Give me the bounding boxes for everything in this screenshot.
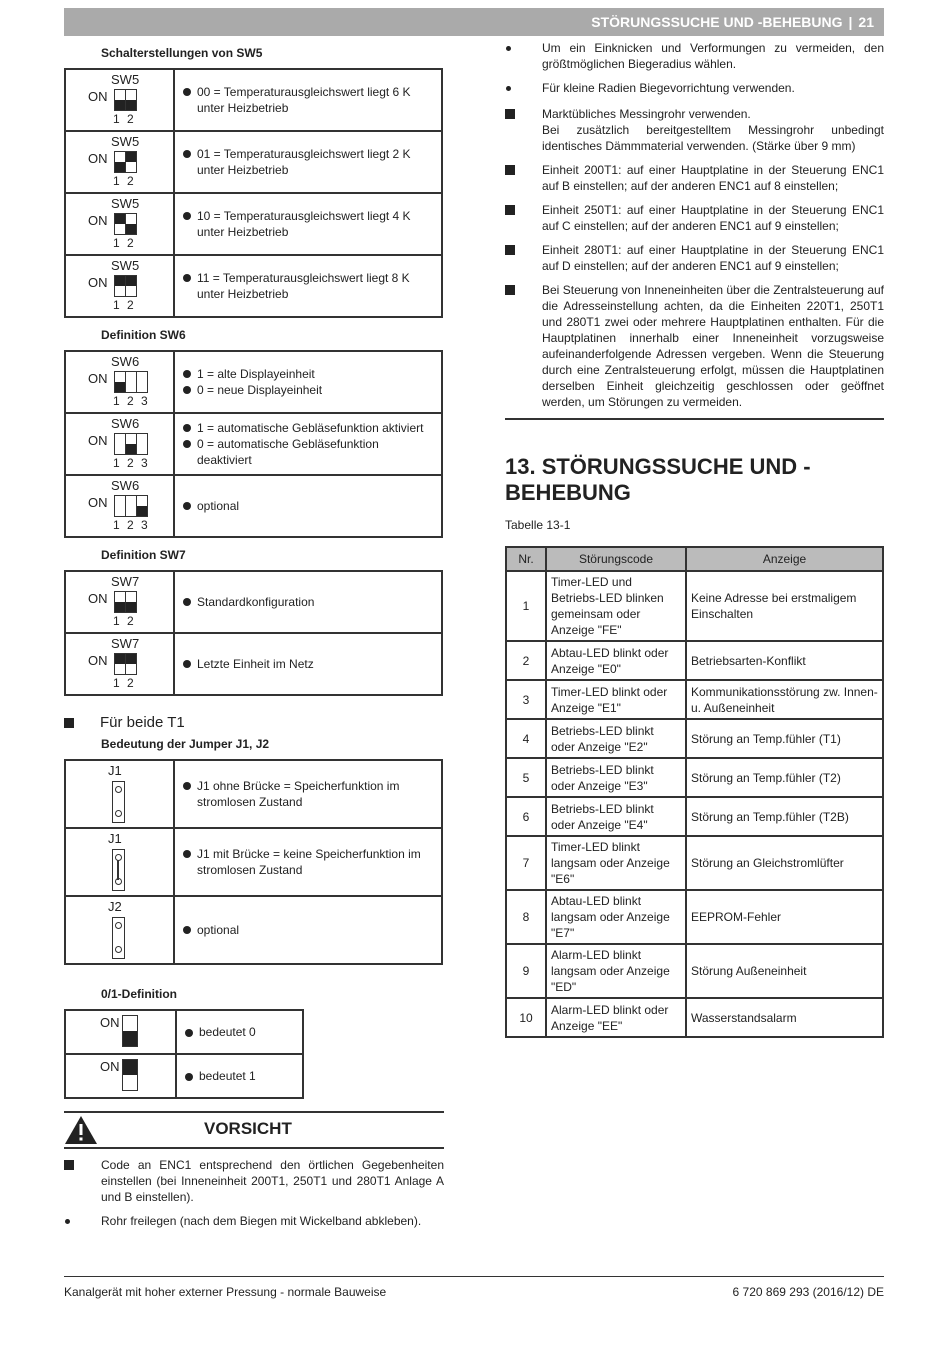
warning-icon (64, 1115, 98, 1145)
right-item: Bei Steuerung von Inneneinheiten über die Zentralsteuerung auf die Adresseinstellung achten, da die Einheiten 220T1, 250T1 und 280T1 zwei oder mehrere Hauptplatinen enthalten. Für die Hauptplatinen innerhalb einer Inneneinheit vorzugsweise aufeinanderfolgende Adressen vergeben. Wenn die Steuerung durch eine Zentralsteuerung erfolgt, müssen die Hauptplatinen derselben Einheit gleichzeitig geschlossen oder geöffnet werden, um Störungen zu vermeiden. (542, 283, 884, 409)
sw6-text: 1 = automatische Gebläsefunktion aktiviert (197, 421, 424, 435)
jumper-j2-icon: J2 (66, 897, 173, 963)
t1-item: Für beide T1 (64, 714, 444, 731)
def01-text: bedeutet 0 (199, 1025, 256, 1039)
cell-code: Betriebs-LED blinkt oder Anzeige "E2" (546, 719, 686, 758)
cell-disp: EEPROM-Fehler (686, 890, 883, 944)
sw7-switch-last: SW7 ON 1 2 (88, 636, 140, 690)
sw6-switch-1: SW6 ON 1 2 3 (88, 354, 150, 408)
table-row (506, 944, 883, 998)
cell-code: Betriebs-LED blinkt oder Anzeige "E3" (546, 758, 686, 797)
sw5-text: 01 = Temperaturausgleichswert liegt 2 K unter Heizbetrieb (197, 147, 411, 177)
sw5-switch-11: SW5 ON 1 2 (88, 258, 140, 312)
sw6-heading: Definition SW6 (101, 328, 186, 342)
cell-nr: 8 (506, 890, 546, 944)
table-row (506, 680, 883, 719)
right-item: Einheit 200T1: auf einer Hauptplatine in der Steuerung ENC1 auf B einstellen; auf der anderen ENC1 auf 8 einstellen; (542, 163, 884, 193)
cell-code: Timer-LED und Betriebs-LED blinken gemeinsam oder Anzeige "FE" (546, 571, 686, 641)
jumper-j1-bridged-icon: J1 (66, 829, 173, 895)
sw5-heading: Schalterstellungen von SW5 (101, 46, 263, 60)
cell-disp: Störung Außeneinheit (686, 944, 883, 998)
cell-code: Abtau-LED blinkt oder Anzeige "E0" (546, 641, 686, 680)
cell-disp: Störung an Temp.fühler (T2) (686, 758, 883, 797)
left-column (64, 40, 444, 1237)
jumper-j1-open-icon: J1 (66, 761, 173, 827)
switch-off-icon: ON (100, 1015, 120, 1030)
table-row (506, 641, 883, 680)
cell-code: Alarm-LED blinkt oder Anzeige "EE" (546, 998, 686, 1037)
warning-item: Code an ENC1 entsprechend den örtlichen Gegebenheiten einstellen (bei Inneneinheit 200T1, 250T1 und 280T1 Anlage A und B einstellen). (101, 1158, 444, 1204)
cell-nr: 1 (506, 571, 546, 641)
sw5-text: 11 = Temperaturausgleichswert liegt 8 K unter Heizbetrieb (197, 271, 410, 301)
cell-disp: Störung an Gleichstromlüfter (686, 836, 883, 890)
cell-nr: 5 (506, 758, 546, 797)
cell-nr: 4 (506, 719, 546, 758)
sw7-heading: Definition SW7 (101, 548, 186, 562)
footer-left: Kanalgerät mit hoher externer Pressung - normale Bauweise (64, 1285, 387, 1299)
right-item: Um ein Einknicken und Verformungen zu vermeiden, den größtmöglichen Biegeradius wählen. (542, 41, 884, 71)
cell-nr: 6 (506, 797, 546, 836)
sw5-text: 10 = Temperaturausgleichswert liegt 4 K unter Heizbetrieb (197, 209, 411, 239)
table-row (506, 719, 883, 758)
section-title: 13. STÖRUNGSSUCHE UND -BEHEBUNG (505, 454, 811, 505)
sw6-text: 0 = automatische Gebläsefunktion deaktiviert (197, 437, 379, 467)
sw6-text: 0 = neue Displayeinheit (197, 383, 323, 397)
jumper-text: J1 mit Brücke = keine Speicherfunktion im stromlosen Zustand (197, 847, 421, 877)
table-row (506, 797, 883, 836)
def01-table (64, 1009, 304, 1099)
page-header: STÖRUNGSSUCHE UND -BEHEBUNG | 21 (64, 8, 884, 36)
jumper-text: J1 ohne Brücke = Speicherfunktion im stromlosen Zustand (197, 779, 400, 809)
sw6-text: optional (197, 499, 240, 513)
sw6-switch-3: SW6 ON 1 2 3 (88, 478, 150, 532)
cell-code: Timer-LED blinkt langsam oder Anzeige "E6" (546, 836, 686, 890)
def01-heading: 0/1-Definition (101, 987, 178, 1001)
cell-disp: Störung an Temp.fühler (T2B) (686, 797, 883, 836)
table-row (506, 836, 883, 890)
cell-code: Betriebs-LED blinkt oder Anzeige "E4" (546, 797, 686, 836)
sw6-text: 1 = alte Displayeinheit (197, 367, 315, 381)
table-row (506, 998, 883, 1037)
cell-nr: 2 (506, 641, 546, 680)
jumper-text: optional (197, 923, 240, 937)
sw5-switch-10: SW5 ON 1 2 (88, 196, 140, 250)
footer-right: 6 720 869 293 (2016/12) DE (732, 1285, 884, 1299)
cell-disp: Kommunikationsstörung zw. Innen- u. Außeneinheit (686, 680, 883, 719)
switch-on-icon: ON (100, 1059, 120, 1074)
table-row (506, 758, 883, 797)
sw6-switch-2: SW6 ON 1 2 3 (88, 416, 150, 470)
page-number: 21 (858, 14, 874, 30)
def01-text: bedeutet 1 (199, 1069, 256, 1083)
header-title: STÖRUNGSSUCHE UND -BEHEBUNG (591, 14, 843, 30)
cell-code: Alarm-LED blinkt langsam oder Anzeige "ED" (546, 944, 686, 998)
right-item: Einheit 280T1: auf einer Hauptplatine in der Steuerung ENC1 auf D einstellen; auf der anderen ENC1 auf 9 einstellen; (542, 243, 884, 273)
right-item: Bei zusätzlich bereitgestelltem Messingrohr unbedingt identisches Dämmmaterial verwenden. (Stärke über 9 mm) (542, 123, 884, 153)
right-item: Einheit 250T1: auf einer Hauptplatine in der Steuerung ENC1 auf C einstellen; auf der anderen ENC1 auf 9 einstellen; (542, 203, 884, 233)
cell-disp: Wasserstandsalarm (686, 998, 883, 1037)
sw5-table (64, 68, 443, 318)
cell-disp: Störung an Temp.fühler (T1) (686, 719, 883, 758)
sw7-text: Standardkonfiguration (197, 595, 315, 609)
table-caption: Tabelle 13-1 (505, 518, 571, 532)
col-nr: Nr. (506, 547, 546, 571)
jumper-heading: Bedeutung der Jumper J1, J2 (101, 737, 270, 751)
jumper-table (64, 759, 443, 965)
col-code: Störungscode (546, 547, 686, 571)
right-item: Für kleine Radien Biegevorrichtung verwenden. (542, 81, 795, 95)
sw6-table (64, 350, 443, 538)
warning-box (64, 1111, 444, 1149)
cell-nr: 9 (506, 944, 546, 998)
right-column (505, 40, 884, 1038)
error-table (505, 546, 884, 1038)
cell-nr: 7 (506, 836, 546, 890)
cell-nr: 3 (506, 680, 546, 719)
warning-item: Rohr freilegen (nach dem Biegen mit Wickelband abkleben). (101, 1214, 422, 1228)
right-item: Marktübliches Messingrohr verwenden. (542, 107, 751, 121)
sw5-switch-01: SW5 ON 1 2 (88, 134, 140, 188)
sw7-text: Letzte Einheit im Netz (197, 657, 314, 671)
cell-nr: 10 (506, 998, 546, 1037)
sw5-text: 00 = Temperaturausgleichswert liegt 6 K unter Heizbetrieb (197, 85, 411, 115)
cell-disp: Keine Adresse bei erstmaligem Einschalten (686, 571, 883, 641)
sw5-switch-00: SW5 ON 1 2 (88, 72, 140, 126)
col-display: Anzeige (686, 547, 883, 571)
warning-title: VORSICHT (204, 1119, 292, 1138)
page-footer (64, 1276, 884, 1299)
sw7-switch-standard: SW7 ON 1 2 (88, 574, 140, 628)
table-row (506, 890, 883, 944)
sw7-table (64, 570, 443, 696)
cell-code: Abtau-LED blinkt langsam oder Anzeige "E7" (546, 890, 686, 944)
cell-disp: Betriebsarten-Konflikt (686, 641, 883, 680)
cell-code: Timer-LED blinkt oder Anzeige "E1" (546, 680, 686, 719)
table-row (506, 571, 883, 641)
